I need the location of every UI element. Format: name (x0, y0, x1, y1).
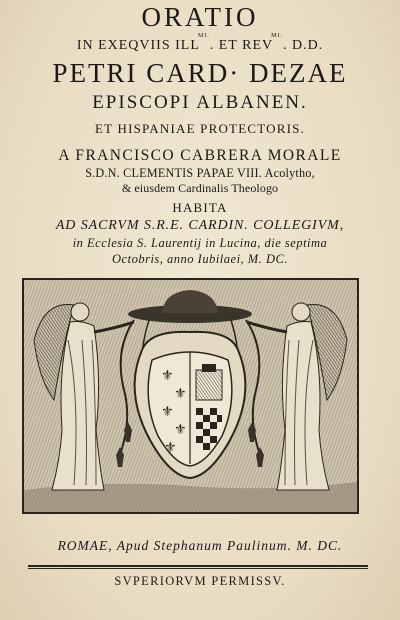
dedication-text: IN EXEQVIIS $ILL^{MI.}$. ET $REV^{MI.}$. D.D. (76, 33, 324, 53)
cardinal-name: PETRI CARD· DEZAE (52, 58, 348, 88)
author-role: & eiusdem Cardinalis Theologo (121, 181, 279, 195)
author-office: S.D.N. CLEMENTIS PAPAE VIII. Acolytho, (85, 166, 315, 180)
svg-text:⚜: ⚜ (161, 368, 174, 384)
divider-rule-thin (28, 568, 368, 569)
permission-line: SVPERIORVM PERMISSV. (114, 574, 286, 588)
svg-text:⚜: ⚜ (161, 404, 174, 420)
svg-text:⚜: ⚜ (174, 386, 187, 402)
date-line: Octobris, anno Iubilaei, M. DC. (112, 252, 288, 266)
divider-rule (28, 565, 368, 567)
bishop-title: EPISCOPI ALBANEN. (92, 92, 308, 113)
svg-text:⚜: ⚜ (174, 422, 187, 438)
church-line: in Ecclesia S. Laurentij in Lucina, die septima (72, 236, 328, 250)
dedication-line (0, 33, 400, 54)
work-title: ORATIO (141, 2, 259, 32)
protector-title: ET HISPANIAE PROTECTORIS. (95, 121, 305, 136)
abbrev-superscript: MI. (271, 33, 283, 39)
coat-of-arms-plate (22, 278, 359, 514)
author-name: A FRANCISCO CABRERA MORALE (58, 147, 342, 164)
imprint: ROMAE, Apud Stephanum Paulinum. M. DC. (57, 538, 343, 553)
abbrev-superscript: MI. (197, 33, 210, 39)
habita-heading: HABITA (172, 200, 228, 215)
coat-of-arms-with-angels-icon (24, 280, 357, 512)
college-line: AD SACRVM S.R.E. CARDIN. COLLEGIVM, (55, 218, 345, 233)
svg-text:⚜: ⚜ (164, 440, 177, 456)
